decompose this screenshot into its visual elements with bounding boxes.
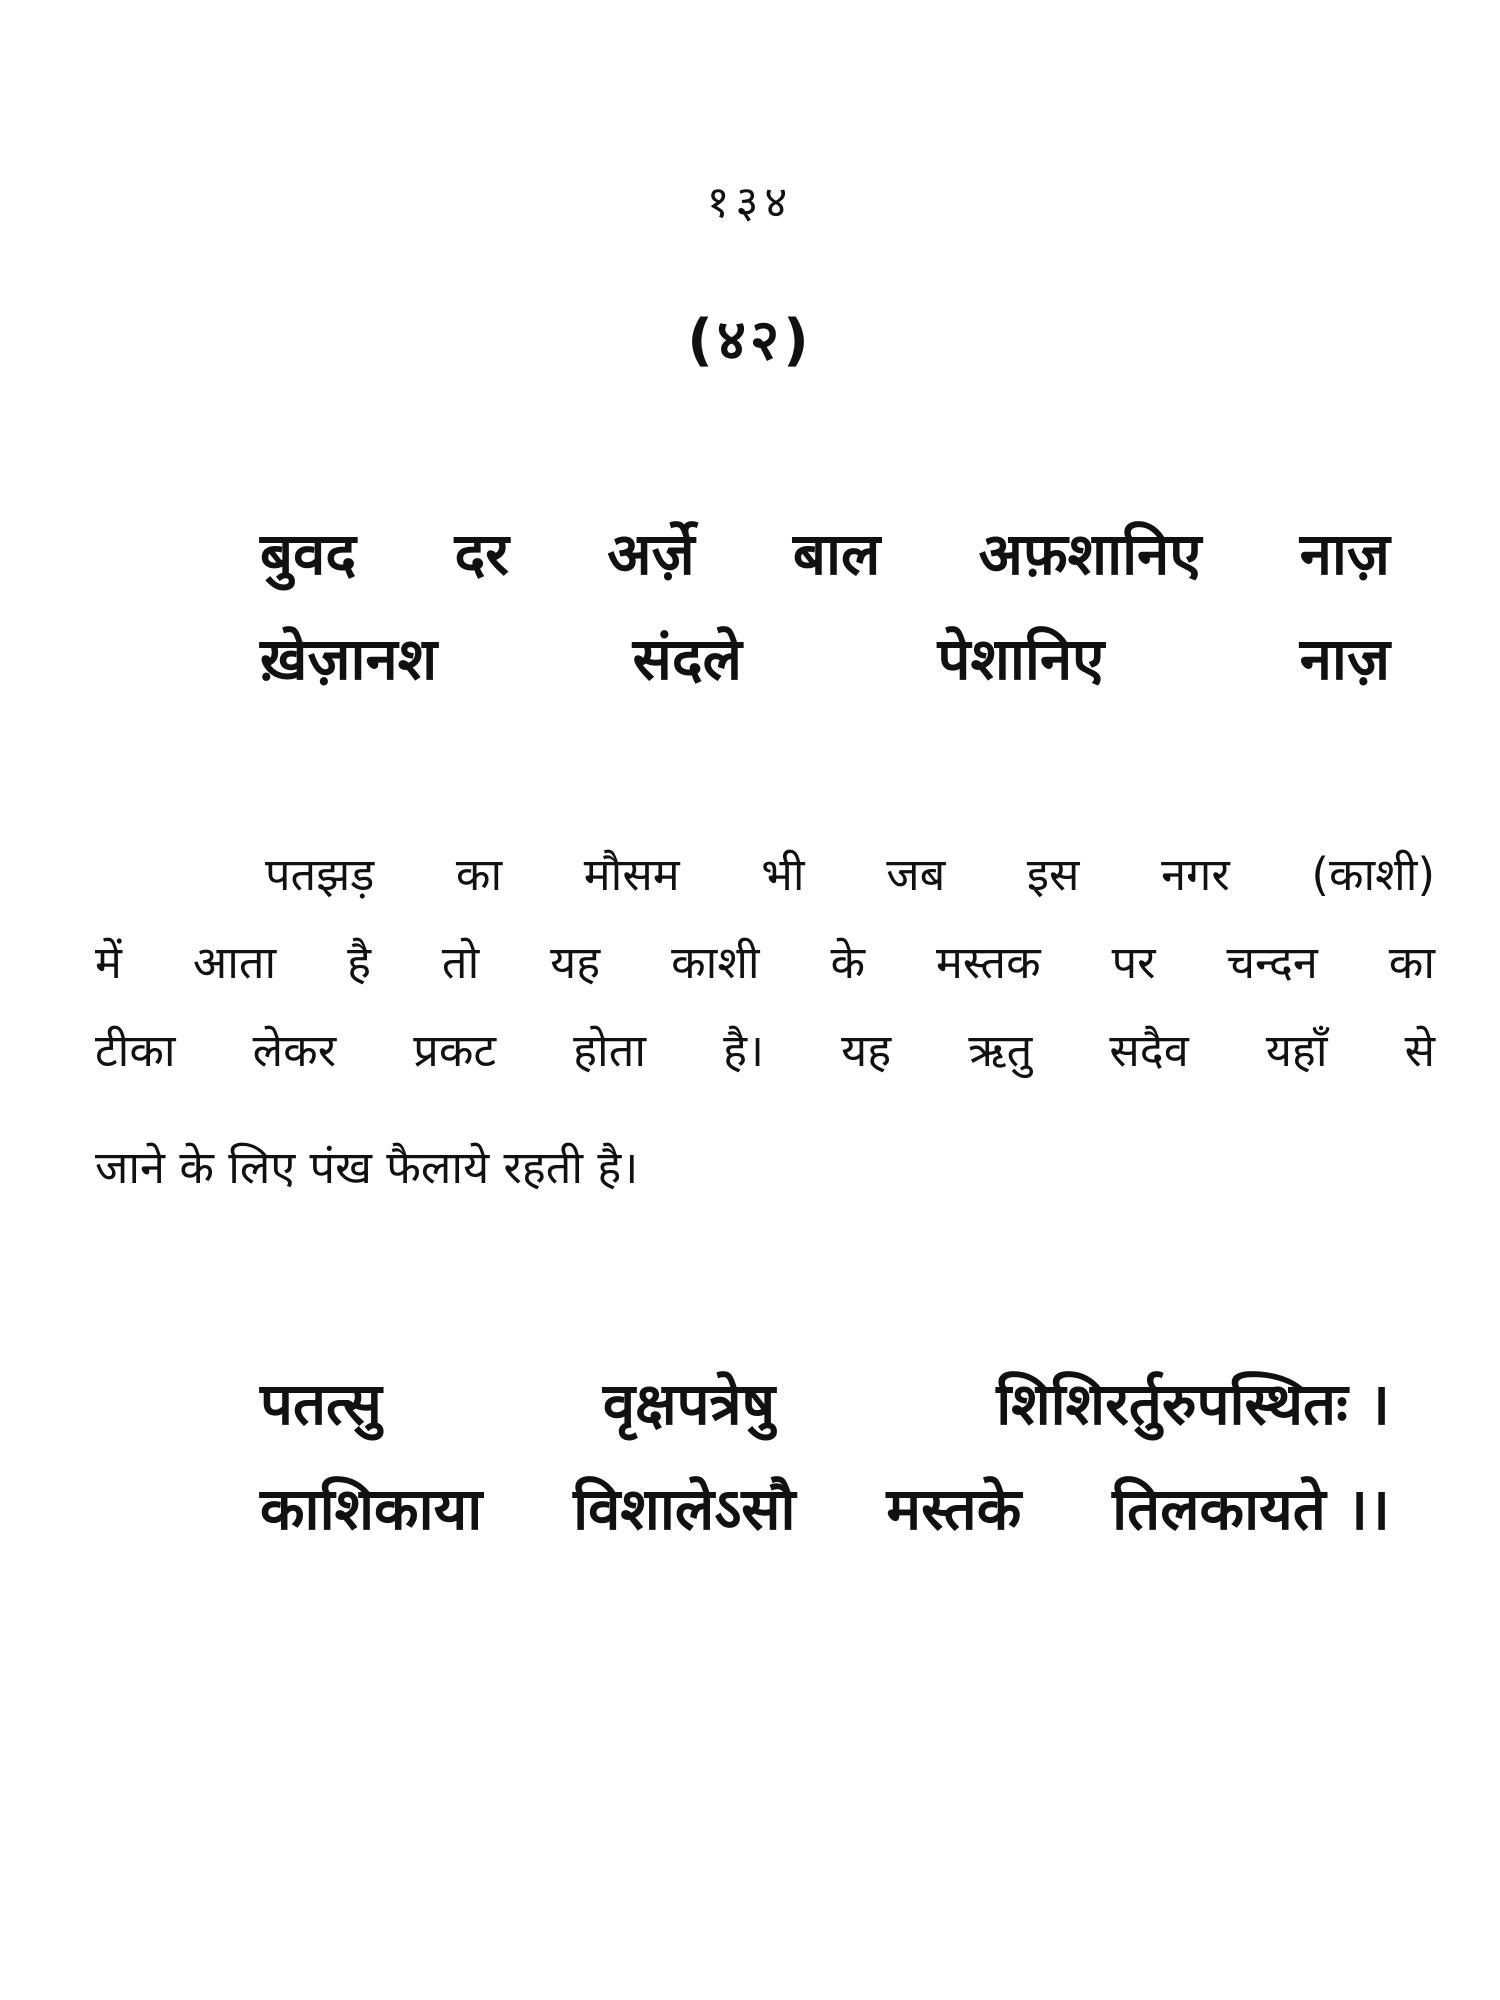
sanskrit-shloka-line-2 [260,1475,1390,1543]
couplet-word: बाल [792,520,881,588]
prose-line-4: जाने के लिए पंख फैलाये रहती है। [95,1141,639,1194]
shloka-word: विशालेऽसौ [573,1475,796,1543]
persian-couplet-line-2 [260,625,1390,693]
prose-line-3: टीका लेकर प्रकट होता है। यह ऋतु सदैव यहाँ से [95,1024,1435,1077]
sanskrit-shloka-line-1 [260,1370,1390,1438]
couplet-word: अर्ज़े [607,520,695,588]
shloka-word: वृक्षपत्रेषु [602,1370,776,1438]
shloka-word: मस्तके [886,1475,1022,1543]
page-number: १३४ [706,177,794,228]
shloka-word: पतत्सु [260,1370,382,1438]
prose-line-2: में आता है तो यह काशी के मस्तक पर चन्दन का [95,936,1435,989]
prose-line-1: पतझड़ का मौसम भी जब इस नगर (काशी) [265,848,1435,901]
couplet-word: बुवद [260,520,357,588]
couplet-word: पेशानिए [937,625,1105,693]
section-number: (४२) [687,308,813,373]
couplet-word: नाज़ [1299,625,1390,693]
couplet-word: दर [454,520,509,588]
couplet-word: ख़ेज़ानश [260,625,438,693]
shloka-word: काशिकाया [260,1475,483,1543]
shloka-word: तिलकायते ।। [1112,1475,1390,1543]
shloka-word: शिशिरर्तुरुपस्थितः । [996,1370,1390,1438]
persian-couplet-line-1 [260,520,1390,588]
couplet-word: संदले [632,625,742,693]
couplet-word: नाज़ [1299,520,1390,588]
couplet-word: अफ़शानिए [978,520,1202,588]
